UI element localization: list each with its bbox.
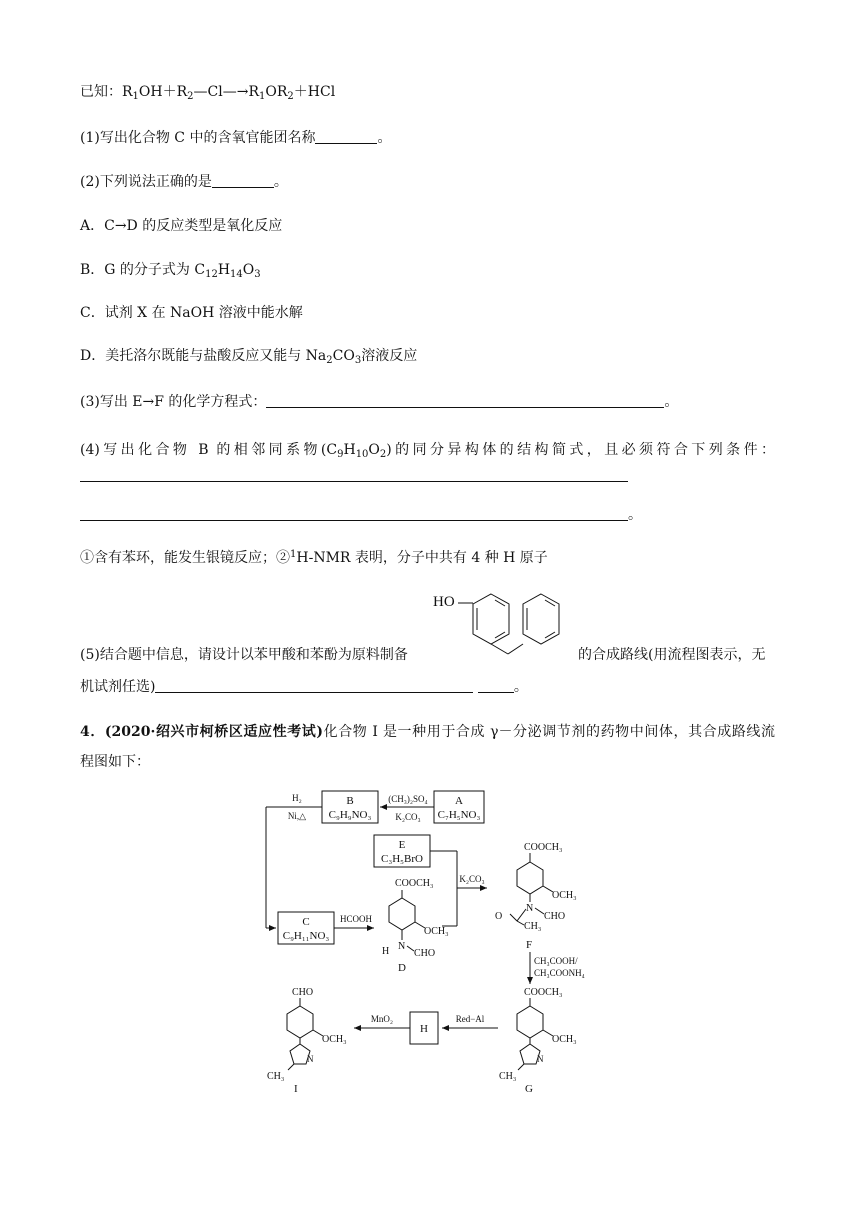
answer-blank[interactable] (155, 678, 473, 693)
svg-text:O: O (495, 911, 503, 922)
svg-text:CH₃: CH₃ (267, 1071, 285, 1082)
svg-text:K₂CO₃: K₂CO₃ (459, 874, 485, 884)
question-1: (1)写出化合物 C 中的含氧官能团名称 。 (80, 130, 392, 146)
question-2: (2)下列说法正确的是 。 (80, 174, 288, 190)
svg-text:C₉H₁₁NO₃: C₉H₁₁NO₃ (282, 930, 330, 942)
compound-d-structure (382, 878, 449, 974)
svg-text:A: A (455, 795, 463, 807)
answer-blank[interactable] (266, 393, 664, 408)
svg-text:C₉H₉NO₃: C₉H₉NO₃ (328, 809, 372, 821)
svg-text:CH₃: CH₃ (499, 1071, 517, 1082)
svg-text:HO: HO (433, 594, 455, 610)
svg-text:COOCH₃: COOCH₃ (524, 842, 563, 853)
svg-text:C₃H₅BrO: C₃H₅BrO (381, 853, 423, 865)
svg-text:H: H (420, 1023, 428, 1035)
svg-text:HCOOH: HCOOH (339, 914, 373, 924)
synthesis-scheme (262, 788, 592, 1098)
svg-text:N: N (398, 941, 406, 952)
svg-text:CH₃COONH₄: CH₃COONH₄ (534, 968, 585, 978)
answer-line-2[interactable]: 。 (80, 505, 642, 525)
answer-line-1[interactable] (80, 466, 628, 486)
option-c: C．试剂 X 在 NaOH 溶液中能水解 (80, 305, 303, 321)
svg-text:N: N (537, 1054, 544, 1064)
option-a: A．C→D 的反应类型是氧化反应 (80, 218, 283, 234)
svg-text:CH₃: CH₃ (524, 921, 542, 932)
svg-text:D: D (398, 962, 406, 974)
question-3: (3)写出 E→F 的化学方程式： 。 (80, 394, 679, 410)
option-b: B．G 的分子式为 $C_{12}H_{14}O_3$ (80, 262, 261, 280)
svg-text:CHO: CHO (292, 987, 314, 998)
question-5-cont: 的合成路线(用流程图表示，无 (578, 647, 766, 663)
known-reaction: 已知：$R_1OH+R_2—Cl—\to R_1OR_2+HCl$ (80, 84, 336, 102)
question-4-conditions: ①含有苯环，能发生银镜反应；②$^1$H-NMR 表明，分子中共有 4 种 H 原子 (80, 549, 548, 566)
answer-blank[interactable] (212, 173, 274, 188)
answer-blank[interactable] (478, 678, 514, 693)
question-5: (5)结合题中信息，请设计以苯甲酸和苯酚为原料制备 (80, 647, 408, 663)
svg-text:CHO: CHO (414, 948, 436, 959)
svg-text:OCH₃: OCH₃ (322, 1034, 347, 1045)
svg-text:Red−Al: Red−Al (455, 1014, 485, 1024)
svg-text:F: F (526, 939, 533, 951)
question-5-line2: 机试剂任选) 。 (80, 679, 528, 695)
svg-text:COOCH₃: COOCH₃ (395, 878, 434, 889)
svg-text:COOCH₃: COOCH₃ (524, 987, 563, 998)
svg-text:CHO: CHO (544, 911, 566, 922)
svg-text:E: E (398, 839, 406, 851)
compound-g-structure (499, 987, 577, 1095)
compound-f-structure (495, 842, 577, 951)
svg-text:C₇H₅NO₃: C₇H₅NO₃ (437, 809, 481, 821)
svg-text:N: N (307, 1054, 314, 1064)
svg-text:MnO₂: MnO₂ (370, 1014, 394, 1024)
svg-text:OCH₃: OCH₃ (552, 1034, 577, 1045)
svg-text:H: H (382, 946, 390, 957)
benzylphenol-structure (428, 586, 588, 666)
problem-4-statement-line2: 程图如下： (80, 754, 150, 770)
compound-i-structure (267, 987, 347, 1095)
svg-text:Ni,△: Ni,△ (287, 811, 307, 821)
svg-text:CH₃COOH/: CH₃COOH/ (534, 956, 578, 966)
problem-4-statement: 4．(2020·绍兴市柯桥区适应性考试)化合物 I 是一种用于合成 γ－分泌调节剂的药物中间体，其合成路线流 (80, 724, 776, 740)
svg-text:OCH₃: OCH₃ (424, 926, 449, 937)
svg-text:B: B (346, 795, 354, 807)
svg-text:G: G (525, 1083, 533, 1095)
svg-text:N: N (526, 903, 534, 914)
answer-blank[interactable] (315, 129, 377, 144)
question-4: (4)写出化合物 B 的相邻同系物$(C_9H_{10}O_2)$的同分异构体的结构简式，且必须符合下列条件： (80, 442, 775, 460)
svg-text:K₂CO₃: K₂CO₃ (395, 812, 421, 822)
svg-text:H₂: H₂ (292, 793, 302, 803)
svg-text:I: I (294, 1083, 298, 1095)
svg-text:OCH₃: OCH₃ (552, 890, 577, 901)
svg-text:C: C (302, 916, 310, 928)
option-d: D．美托洛尔既能与盐酸反应又能与 $Na_2CO_3$溶液反应 (80, 348, 418, 366)
svg-text:(CH₃)₂SO₄: (CH₃)₂SO₄ (388, 794, 428, 804)
